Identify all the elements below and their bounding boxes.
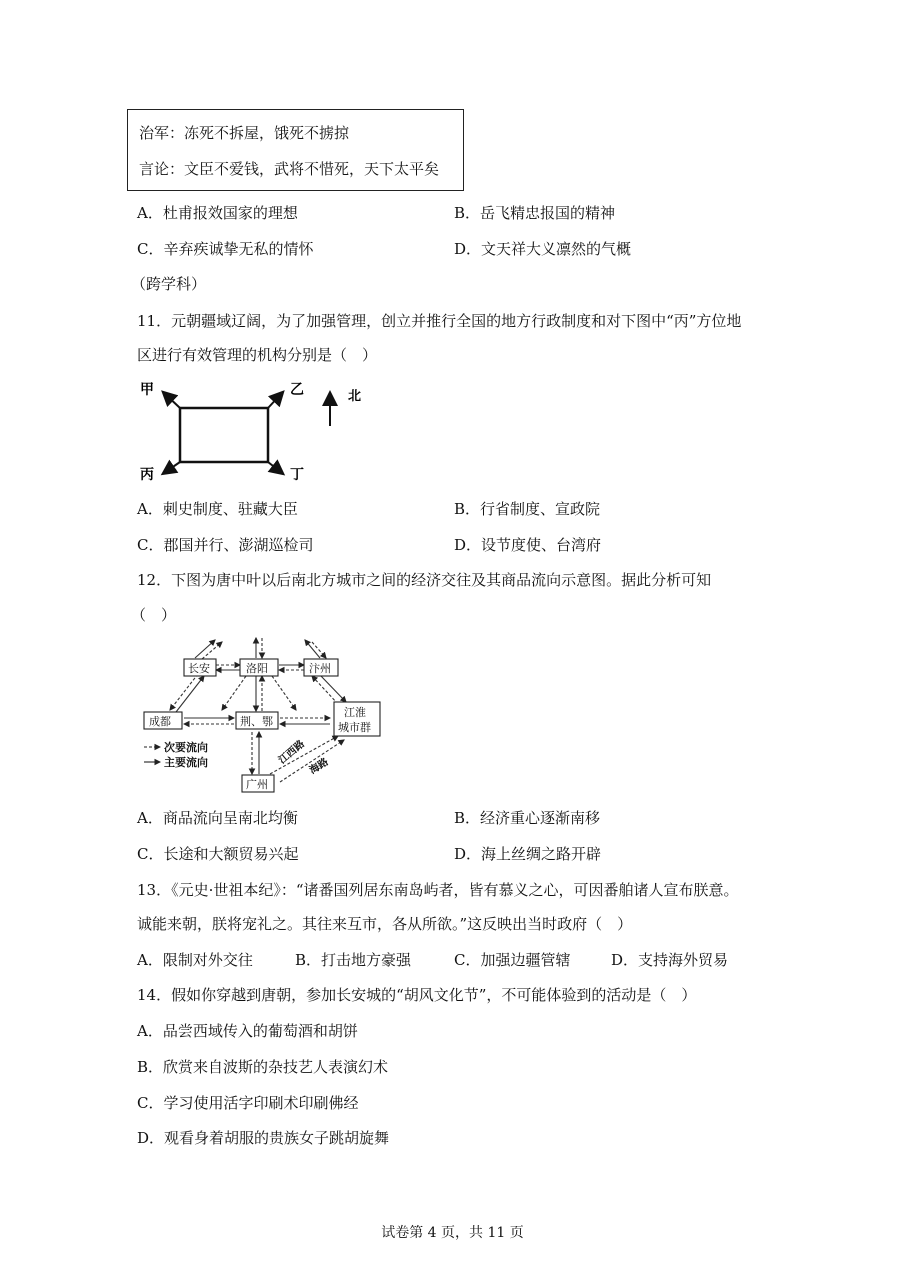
q11-option-b[interactable]: B．行省制度、宣政院 <box>454 500 601 518</box>
q13-option-b[interactable]: B．打击地方豪强 <box>295 951 412 969</box>
city-chengdu: 成都 <box>149 715 171 728</box>
label-jia: 甲 <box>140 382 154 398</box>
quote-line-1: 治军：冻死不拆屋，饿死不掳掠 <box>139 124 350 142</box>
q13-option-a[interactable]: A．限制对外交往 <box>137 951 253 969</box>
label-north: 北 <box>348 389 362 404</box>
q14-option-b[interactable]: B．欣赏来自波斯的杂技艺人表演幻术 <box>137 1058 389 1076</box>
route-jiangxi: 江西路 <box>276 738 307 767</box>
q10-option-c[interactable]: C．辛弃疾诚挚无私的情怀 <box>137 240 314 258</box>
q11-stem-line-1: 11．元朝疆域辽阔，为了加强管理，创立并推行全国的地方行政制度和对下图中“丙”方位地 <box>137 312 742 330</box>
section-label: （跨学科） <box>131 275 207 293</box>
q11-option-c[interactable]: C．郡国并行、澎湖巡检司 <box>137 536 314 554</box>
quote-box <box>127 109 464 191</box>
quote-line-2: 言论：文臣不爱钱，武将不惜死，天下太平矣 <box>139 160 440 178</box>
q11-option-a[interactable]: A．刺史制度、驻藏大臣 <box>137 500 298 518</box>
direction-diagram <box>130 372 380 487</box>
square-frame <box>180 408 268 462</box>
q12-option-c[interactable]: C．长途和大额贸易兴起 <box>137 845 299 863</box>
q13-option-c[interactable]: C．加强边疆管辖 <box>454 951 571 969</box>
q14-option-c[interactable]: C．学习使用活字印刷术印刷佛经 <box>137 1094 359 1112</box>
arrow-northeast <box>268 393 282 408</box>
q10-option-a[interactable]: A．杜甫报效国家的理想 <box>137 204 298 222</box>
arrow-southwest <box>164 462 180 473</box>
q14-option-a[interactable]: A．品尝西域传入的葡萄酒和胡饼 <box>137 1022 358 1040</box>
q11-option-d[interactable]: D．设节度使、台湾府 <box>454 536 602 554</box>
trade-flow-map <box>140 636 390 798</box>
q13-option-d[interactable]: D．支持海外贸易 <box>611 951 729 969</box>
city-luoyang: 洛阳 <box>246 662 268 675</box>
label-yi: 乙 <box>290 382 304 398</box>
city-guangzhou: 广州 <box>246 778 268 791</box>
q12-option-a[interactable]: A．商品流向呈南北均衡 <box>137 809 298 827</box>
q14-stem: 14．假如你穿越到唐朝，参加长安城的“胡风文化节”，不可能体验到的活动是（ ） <box>137 986 697 1004</box>
q13-stem-line-2: 诚能来朝，朕将宠礼之。其往来互市，各从所欲。”这反映出当时政府（ ） <box>137 915 633 933</box>
q11-stem-line-2: 区进行有效管理的机构分别是（ ） <box>137 346 378 364</box>
q14-option-d[interactable]: D．观看身着胡服的贵族女子跳胡旋舞 <box>137 1129 390 1147</box>
q13-stem-line-1: 13．《元史·世祖本纪》：“诸番国列居东南岛屿者，皆有慕义之心，可因番舶诸人宣布朕意。 <box>137 881 739 899</box>
page-footer: 试卷第 4 页，共 11 页 <box>381 1225 524 1241</box>
q12-stem-line-1: 12．下图为唐中叶以后南北方城市之间的经济交往及其商品流向示意图。据此分析可知 <box>137 571 712 589</box>
q12-stem-line-2: （ ） <box>131 606 177 624</box>
city-jinge: 荆、鄂 <box>240 715 273 728</box>
q10-option-b[interactable]: B．岳飞精忠报国的精神 <box>454 204 616 222</box>
route-sea: 海路 <box>307 756 331 777</box>
q12-option-b[interactable]: B．经济重心逐渐南移 <box>454 809 601 827</box>
arrow-northwest <box>164 393 180 408</box>
label-bing: 丙 <box>140 467 154 483</box>
arrow-southeast <box>268 462 282 473</box>
legend-main: 主要流向 <box>164 756 208 769</box>
city-jianghuai-line-2: 城市群 <box>338 721 371 734</box>
city-jianghuai-line-1: 江淮 <box>344 706 366 719</box>
city-bianzhou: 汴州 <box>309 662 331 675</box>
q10-option-d[interactable]: D．文天祥大义凛然的气概 <box>454 240 632 258</box>
q12-option-d[interactable]: D．海上丝绸之路开辟 <box>454 845 602 863</box>
city-changan: 长安 <box>188 662 210 675</box>
legend-secondary: 次要流向 <box>164 741 208 754</box>
label-ding: 丁 <box>290 467 304 483</box>
